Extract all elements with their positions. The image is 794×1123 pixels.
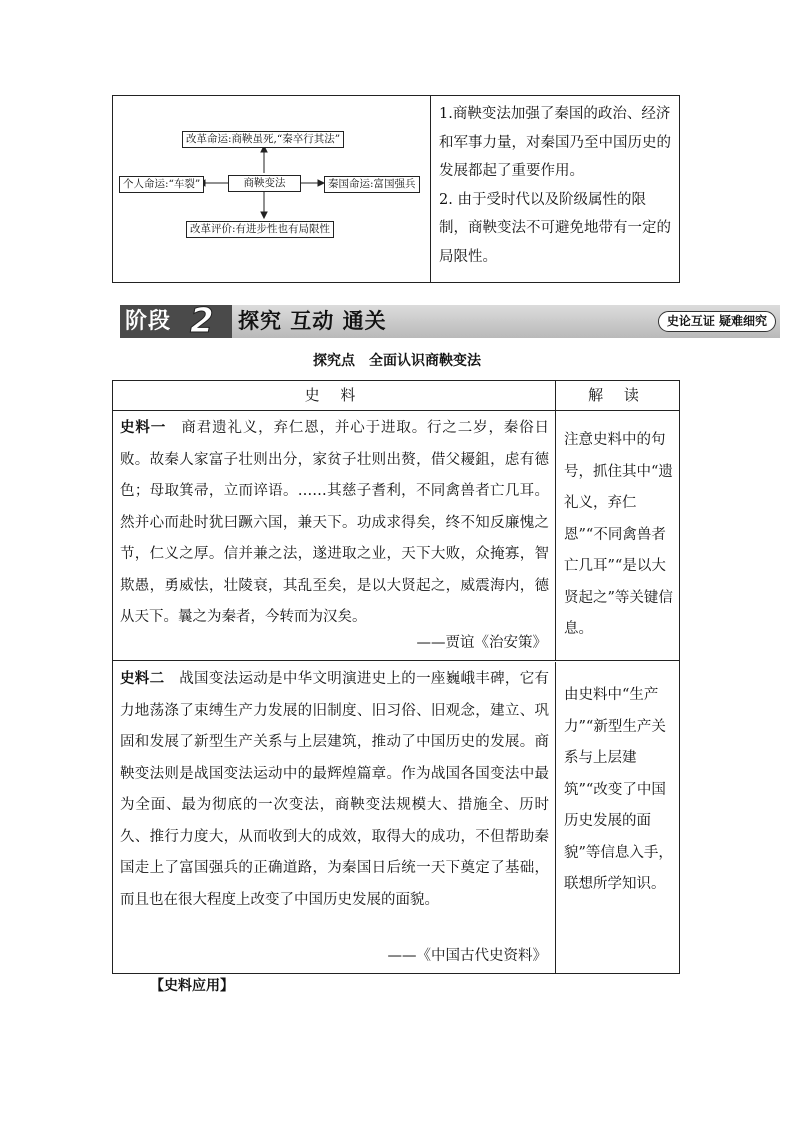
source-cell bbox=[113, 662, 556, 973]
source-text: 战国变法运动是中华文明演进史上的一座巍峨丰碑，它有力地荡涤了束缚生产力发展的旧制度、旧习俗、旧观念，建立、巩固和发展了新型生产关系与上层建筑，推动了中国历史的发展。商鞅变法则是战国变法运动中的最辉煌篇章。作为战国各国变法中最为全面、最为彻底的一次变法，商鞅变法规模大、措施全、历时久、推行力度大，从而收到大的成效，取得大的成功，不但帮助秦国走上了富国强兵的正确道路，为秦国日后统一天下奠定了基础，而且也在很大程度上改变了中国历史发展的面貌。 bbox=[120, 671, 550, 908]
reform-diagram bbox=[113, 96, 431, 282]
section-title: 探究点 全面认识商鞅变法 bbox=[313, 353, 481, 369]
header-interpretation: 解 读 bbox=[588, 386, 647, 404]
source-table bbox=[112, 380, 680, 974]
section-banner bbox=[120, 301, 780, 341]
interpretation-text: 由史料中“生产力”“新型生产关系与上层建筑”“改变了中国历史发展的面貌”等信息入手，联想所学知识。 bbox=[564, 687, 673, 892]
banner-number: 2 bbox=[190, 301, 214, 341]
table-row bbox=[113, 662, 679, 973]
diagram-right-box: 秦国命运:富国强兵 bbox=[324, 176, 420, 193]
table-header-row bbox=[113, 381, 679, 411]
diagram-top-box: 改革命运:商鞅虽死,“秦卒行其法” bbox=[182, 131, 344, 148]
diagram-left-box: 个人命运:“车裂” bbox=[119, 176, 204, 193]
summary-table bbox=[112, 95, 680, 283]
application-heading: 【史料应用】 bbox=[150, 978, 234, 994]
diagram-bottom-box: 改革评价:有进步性也有局限性 bbox=[186, 221, 334, 238]
source-paragraph bbox=[113, 411, 555, 634]
table-row bbox=[113, 411, 679, 661]
source-cell bbox=[113, 411, 556, 660]
source-label: 史料一 bbox=[120, 420, 167, 436]
source-text: 商君遗礼义，弃仁恩，并心于进取。行之二岁，秦俗日败。故秦人家富子壮则出分，家贫子壮则出赘，借父耰鉏，虑有德色；母取箕帚，立而谇语。……其慈子耆利，不同禽兽者亡几耳。然并心而赴时犹曰蹶六国，兼天下。功成求得矣，终不知反廉愧之节，仁义之厚。信并兼之法，遂进取之业，天下大败，众掩寡，智欺愚，勇威怯，壮陵衰，其乱至矣，是以大贤起之，威震海内，德从天下。曩之为秦者，今转而为汉矣。 bbox=[120, 420, 550, 625]
summary-point-1: 1.商鞅变法加强了秦国的政治、经济和军事力量，对秦国乃至中国历史的发展都起了重要作用。 bbox=[439, 106, 671, 179]
source-citation: ——《中国古代史资料》 bbox=[387, 948, 547, 964]
interpretation-cell bbox=[556, 662, 679, 973]
interpretation-text: 注意史料中的句号，抓住其中“遗礼义，弃仁恩”“不同禽兽者亡几耳”“是以大贤起之”等关键信息。 bbox=[564, 432, 673, 637]
source-paragraph bbox=[113, 662, 555, 916]
source-citation: ——贾谊《治安策》 bbox=[416, 635, 547, 651]
summary-points bbox=[431, 96, 679, 282]
source-label: 史料二 bbox=[120, 671, 165, 687]
header-source: 史 料 bbox=[113, 381, 556, 410]
banner-title: 探究 互动 通关 bbox=[238, 309, 387, 333]
summary-point-2: 2. 由于受时代以及阶级属性的限制，商鞅变法不可避免地带有一定的局限性。 bbox=[439, 191, 671, 265]
banner-tag: 史论互证 疑难细究 bbox=[658, 311, 776, 332]
diagram-center-box: 商鞅变法 bbox=[228, 175, 301, 192]
banner-label: 阶段 bbox=[120, 305, 232, 338]
interpretation-cell bbox=[556, 411, 679, 660]
